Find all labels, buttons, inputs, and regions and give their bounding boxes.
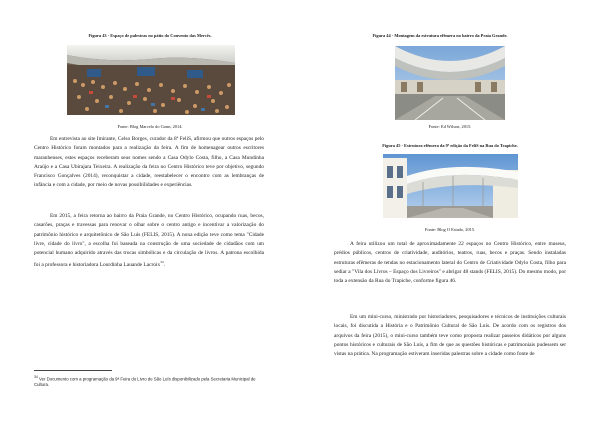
figure-45-source: Fonte: Blog O Estado, 2015.: [424, 227, 476, 232]
figure-43-photo: [67, 45, 235, 115]
street-tent-image: [383, 154, 518, 218]
crowd-tent-image: [67, 45, 235, 115]
figure-45-caption: Figura 45 - Estrutura efêmera da 9ª edição da FeliS na Rua do Trapiche.: [382, 143, 518, 148]
left-paragraph-2: Em 2015, a feira retorna ao bairro da Praia Grande, no Centro Histórico, ocupando ruas, becos, casarões, praças e travessas para renovar o olhar sobre o centro antigo e incentivar a valorização do patrimônio histórico e arquitetônico de São Luís (FELIS, 2015). A nona edição teve como tema "Cidade livre, cidade do livro", a escolha foi baseada na construção de uma sociedade de cidadãos com um potencial humano adquirido através das trocas simbólicas e da circulação de livros. A patrona escolhida foi a professora e historiadora Lourdinha Lauande Lacroix$^{34}$.: [34, 213, 264, 269]
right-paragraph-1: A feira utilizou um total de aproximadamente 22 espaços no Centro Histórico, entre museus, prédios públicos, centros de criatividade, auditórios, teatros, ruas, becos e praças. Sendo instaladas estruturas efêmeras de tendas no estacionamento lateral do Centro de Criatividade Odylo Costa, filho para sediar a "Vila dos Livros – Espaço dos Livreiros" e abrigar 48 stands (FELIS, 2015). Do mesmo modo, por toda a extensão da Rua do Trapiche, conforme figura 46.: [334, 241, 566, 285]
figure-43-caption: Figura 43 - Espaço de palestras no pátio do Convento das Mercês.: [88, 33, 212, 38]
figure-43-source: Fonte: Blog Marcelo do Gonn, 2014.: [117, 124, 183, 129]
right-paragraph-2: Em um mini-curso, ministrado por historiadores, pesquisadores e técnicos de instituições culturais locais, foi discutida a História e o Patrimônio Cultural de São Luís. De acordo com os registros dos arquivos da feira (2015), o mini-curso também teve como proposta realizar passeios didáticos por alguns pontos históricos e culturais de São Luís, a fim de que as questões históricas e patrimoniais pudessem ser vistas na prática. Na programação estiveram inseridas palestras sobre a cidade como fonte de: [334, 314, 566, 358]
footnote: $^{34}$ Ver Documento com a programação da 9ª Feira do Livro de São Luís disponibilizado pela Secretaria Municipal de Cultura.: [34, 375, 256, 388]
tent-structure-image: [395, 46, 505, 120]
figure-45-photo: [383, 154, 518, 218]
footnote-reference: 34: [160, 260, 164, 265]
figure-44-caption: Figura 44 - Montagem da estrutura efêmera no bairro da Praia Grande.: [372, 33, 508, 38]
figure-44-photo: [395, 46, 505, 120]
left-paragraph-1: Em entrevista ao site Imirante, Celso Borges, curador da 8ª FeliS, afirmou que outros espaços pelo Centro Histórico foram montados para a realização da feira. A fim de homenagear outros escritores maranhenses, estes espaços receberam seus nomes sendo a Casa Odylo Costa, filho, a Casa Mundinha Araújo e a Casa Ubirajara Teixeira. A realização da feira no Centro Histórico teve por objetivo, segundo Francisco Gonçalves (2014), reconquistar a cidade, reestabelecer o encontro com as lembranças de infância e com a cidade, por meio de novas possibilidades e experiências.: [34, 136, 264, 189]
figure-44-source: Fonte: Ed Wilson, 2015.: [428, 124, 472, 129]
footnote-divider: [34, 370, 112, 371]
right-page: [300, 0, 600, 424]
